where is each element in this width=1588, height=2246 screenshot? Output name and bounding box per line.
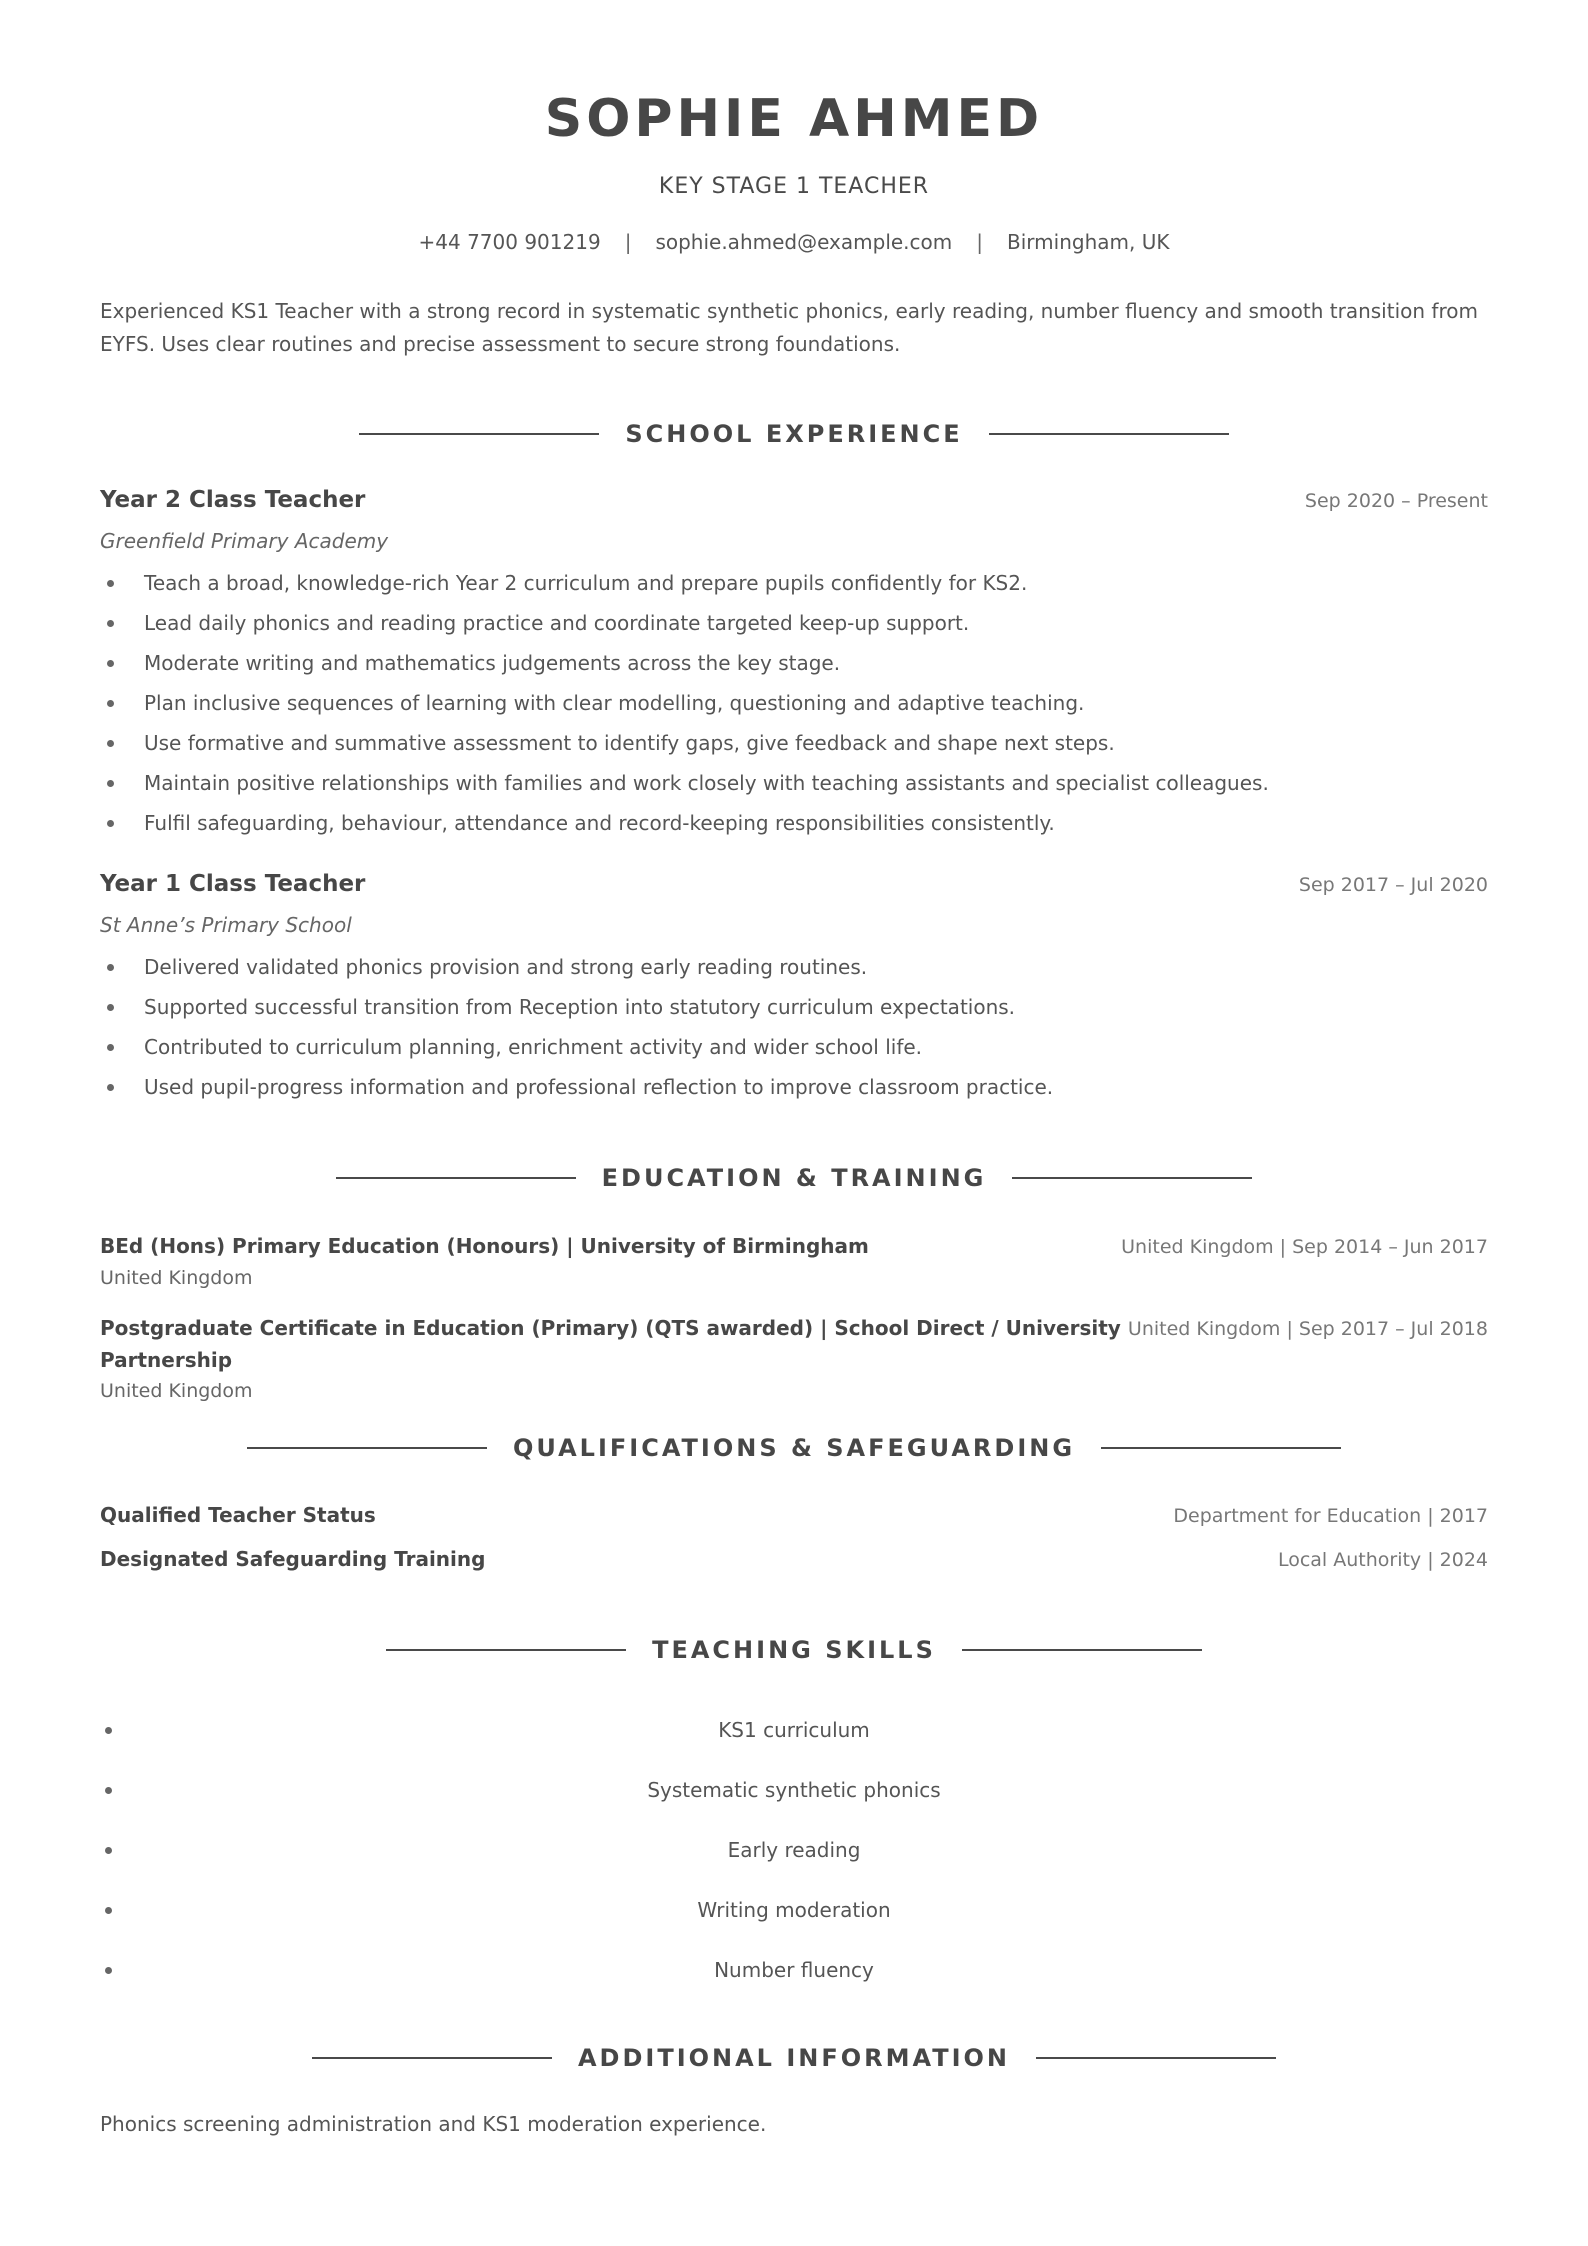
- job-dates: Sep 2020 – Present: [1304, 490, 1488, 512]
- phone-number: +44 7700 901219: [418, 230, 601, 254]
- skill-item: Systematic synthetic phonics: [100, 1760, 1488, 1820]
- qualification-meta: Local Authority | 2024: [1277, 1549, 1488, 1571]
- heading-rule: [359, 433, 599, 435]
- section-heading-additional: [100, 2041, 1488, 2075]
- heading-rule: [962, 1649, 1202, 1651]
- job-duties: [100, 563, 1488, 843]
- duty-item: Teach a broad, knowledge-rich Year 2 curriculum and prepare pupils confidently for KS2.: [100, 563, 1488, 603]
- section-heading-education: [100, 1161, 1488, 1195]
- skill-item: Number fluency: [100, 1940, 1488, 2000]
- qualification-entry: [100, 1543, 1488, 1576]
- job-title: Year 1 Class Teacher: [100, 871, 366, 897]
- section-title: EDUCATION & TRAINING: [601, 1164, 987, 1192]
- degree-title: Postgraduate Certificate in Education (Primary) (QTS awarded) | School Direct / University Partnership: [100, 1316, 1121, 1372]
- qualification-meta: Department for Education | 2017: [1173, 1505, 1488, 1527]
- skill-item: Early reading: [100, 1820, 1488, 1880]
- duty-item: Used pupil-progress information and professional reflection to improve classroom practice.: [100, 1067, 1488, 1107]
- job-title: Year 2 Class Teacher: [100, 487, 366, 513]
- job-subtitle: KEY STAGE 1 TEACHER: [658, 174, 930, 199]
- school-name: Greenfield Primary Academy: [100, 529, 389, 553]
- heading-rule: [247, 1447, 487, 1449]
- section-heading-qualifications: [100, 1431, 1488, 1465]
- duty-item: Maintain positive relationships with families and work closely with teaching assistants and specialist colleagues.: [100, 763, 1488, 803]
- heading-rule: [1012, 1177, 1252, 1179]
- heading-rule: [1036, 2057, 1276, 2059]
- section-title: QUALIFICATIONS & SAFEGUARDING: [512, 1434, 1076, 1462]
- degree-title: BEd (Hons) Primary Education (Honours) | University of Birmingham: [100, 1234, 869, 1258]
- duty-item: Supported successful transition from Reception into statutory curriculum expectations.: [100, 987, 1488, 1027]
- job-entry: [100, 871, 1488, 1107]
- duty-item: Delivered validated phonics provision and strong early reading routines.: [100, 947, 1488, 987]
- skills-list: [100, 1700, 1488, 2000]
- section-title: TEACHING SKILLS: [652, 1636, 936, 1664]
- qualification-name: Qualified Teacher Status: [100, 1503, 376, 1527]
- contact-separator: |: [624, 230, 632, 254]
- heading-rule: [989, 433, 1229, 435]
- candidate-name: SOPHIE AHMED: [544, 89, 1044, 149]
- heading-rule: [312, 2057, 552, 2059]
- heading-rule: [386, 1649, 626, 1651]
- contact-line: [100, 228, 1488, 256]
- duty-item: Use formative and summative assessment to identify gaps, give feedback and shape next steps.: [100, 723, 1488, 763]
- degree-location: United Kingdom: [100, 1267, 253, 1289]
- education-entry: [100, 1230, 1488, 1293]
- duty-item: Fulfil safeguarding, behaviour, attendance and record-keeping responsibilities consistently.: [100, 803, 1488, 843]
- education-entry: [100, 1312, 1488, 1406]
- skill-item: KS1 curriculum: [100, 1700, 1488, 1760]
- qualification-name: Designated Safeguarding Training: [100, 1547, 486, 1571]
- degree-meta: United Kingdom | Sep 2014 – Jun 2017: [1121, 1236, 1488, 1258]
- section-heading-skills: [100, 1633, 1488, 1667]
- degree-meta: United Kingdom | Sep 2017 – Jul 2018: [1127, 1318, 1488, 1340]
- job-duties: [100, 947, 1488, 1107]
- degree-location: United Kingdom: [100, 1380, 253, 1402]
- profile-summary: Experienced KS1 Teacher with a strong record in systematic synthetic phonics, early reading, number fluency and smooth transition from EYFS. Uses clear routines and precise assessment to secure strong foundations.: [100, 299, 1478, 356]
- section-heading-experience: [100, 417, 1488, 451]
- duty-item: Lead daily phonics and reading practice and coordinate targeted keep-up support.: [100, 603, 1488, 643]
- school-name: St Anne’s Primary School: [100, 913, 352, 937]
- location: Birmingham, UK: [1007, 230, 1170, 254]
- duty-item: Contributed to curriculum planning, enrichment activity and wider school life.: [100, 1027, 1488, 1067]
- job-dates: Sep 2017 – Jul 2020: [1298, 874, 1488, 896]
- heading-rule: [336, 1177, 576, 1179]
- section-title: SCHOOL EXPERIENCE: [625, 420, 963, 448]
- duty-item: Plan inclusive sequences of learning with clear modelling, questioning and adaptive teaching.: [100, 683, 1488, 723]
- contact-separator: |: [976, 230, 984, 254]
- heading-rule: [1101, 1447, 1341, 1449]
- qualification-entry: [100, 1499, 1488, 1532]
- duty-item: Moderate writing and mathematics judgements across the key stage.: [100, 643, 1488, 683]
- skill-item: Writing moderation: [100, 1880, 1488, 1940]
- email-address: sophie.ahmed@example.com: [655, 230, 953, 254]
- additional-info: Phonics screening administration and KS1 moderation experience.: [100, 2112, 767, 2136]
- resume-page: [100, 0, 1488, 2246]
- job-entry: [100, 487, 1488, 843]
- section-title: ADDITIONAL INFORMATION: [577, 2044, 1011, 2072]
